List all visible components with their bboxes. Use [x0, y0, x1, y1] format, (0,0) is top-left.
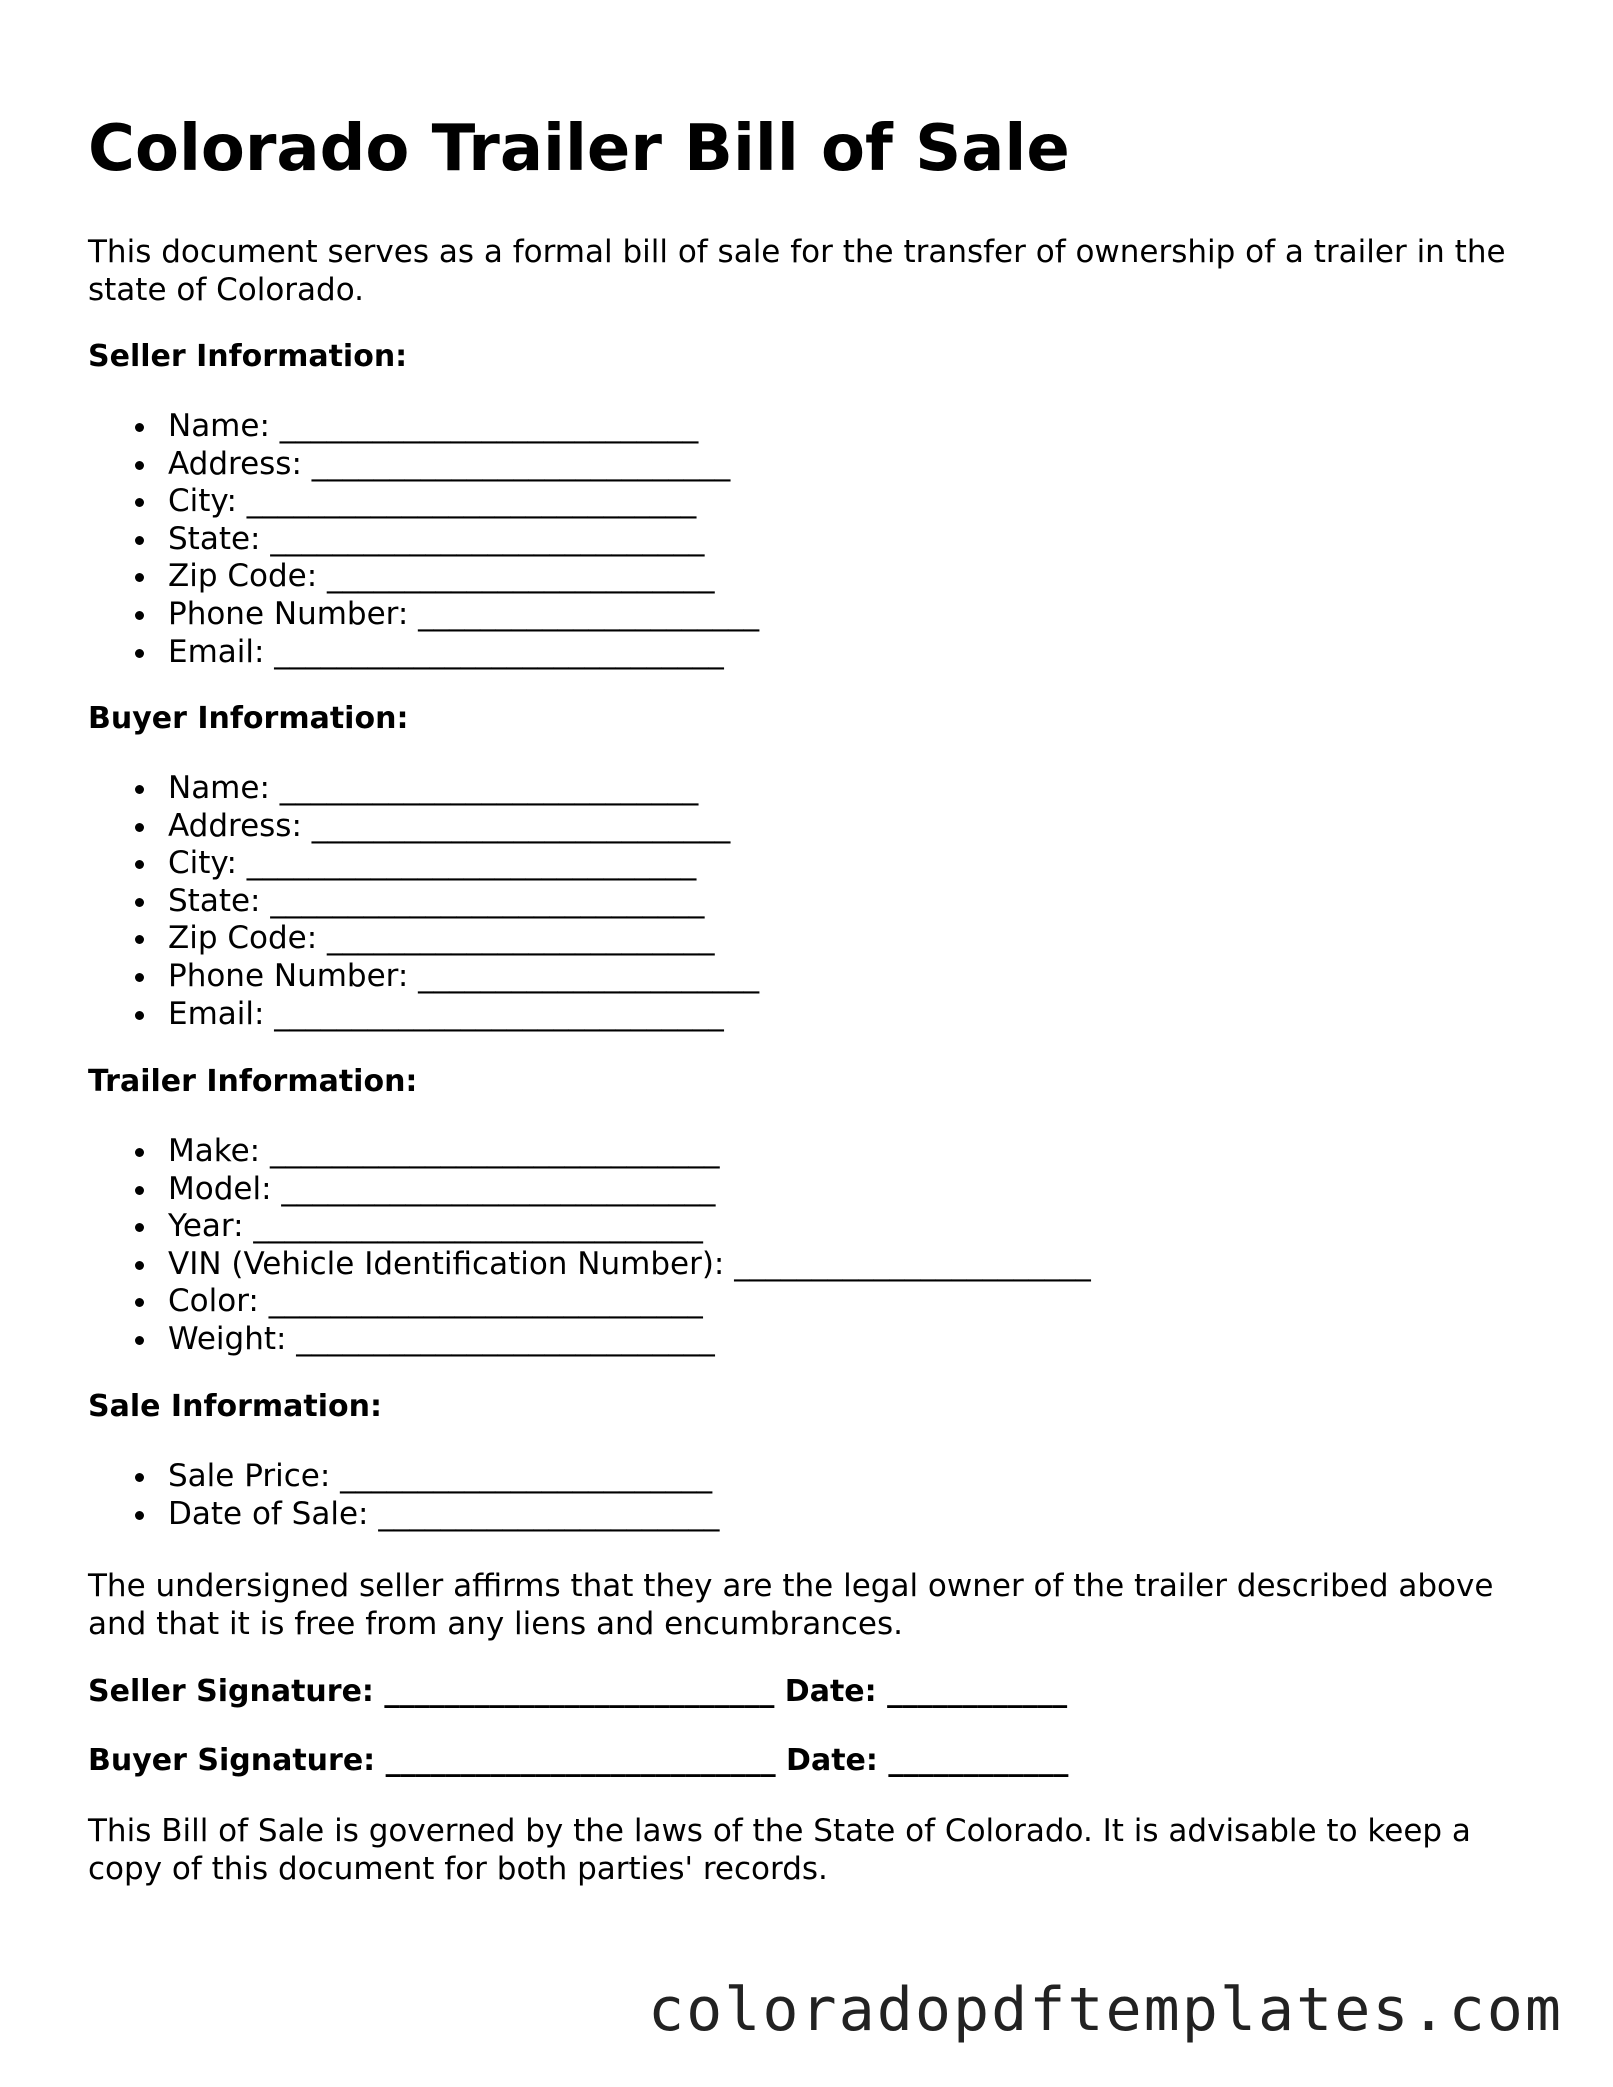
buyer-city-field: City: _____________________________ [88, 845, 759, 883]
buyer-heading: Buyer Information: [88, 701, 409, 736]
seller-email-field: Email: _____________________________ [88, 634, 759, 672]
trailer-fields [88, 1133, 1091, 1359]
trailer-vin-field: VIN (Vehicle Identification Number): _______________________ [88, 1246, 1091, 1284]
trailer-heading: Trailer Information: [88, 1064, 418, 1099]
affirmation-paragraph: The undersigned seller affirms that they are the legal owner of the trailer described above and that it is free from any liens and encumbrances. [88, 1568, 1494, 1642]
seller-phone-field: Phone Number: ______________________ [88, 596, 759, 634]
trailer-year-field: Year: _____________________________ [88, 1208, 1091, 1246]
buyer-email-field: Email: _____________________________ [88, 996, 759, 1034]
buyer-zip-field: Zip Code: _________________________ [88, 920, 759, 958]
closing-paragraph: This Bill of Sale is governed by the laws of the State of Colorado. It is advisable to keep a copy of this document for both parties' records. [88, 1813, 1471, 1887]
seller-name-field: Name: ___________________________ [88, 408, 759, 446]
trailer-make-field: Make: _____________________________ [88, 1133, 1091, 1171]
buyer-state-field: State: ____________________________ [88, 883, 759, 921]
trailer-color-field: Color: ____________________________ [88, 1283, 1091, 1321]
seller-city-field: City: _____________________________ [88, 483, 759, 521]
seller-signature-line: Seller Signature: __________________________ Date: ____________ [88, 1674, 1068, 1709]
seller-address-field: Address: ___________________________ [88, 446, 759, 484]
buyer-name-field: Name: ___________________________ [88, 770, 759, 808]
intro-paragraph: This document serves as a formal bill of sale for the transfer of ownership of a trailer in the state of Colorado. [88, 234, 1506, 308]
sale-fields [88, 1458, 719, 1533]
trailer-weight-field: Weight: ___________________________ [88, 1321, 1091, 1359]
site-watermark: coloradopdftemplates.com [648, 1975, 1563, 2045]
sale-price-field: Sale Price: ________________________ [88, 1458, 719, 1496]
buyer-phone-field: Phone Number: ______________________ [88, 958, 759, 996]
sale-heading: Sale Information: [88, 1389, 382, 1424]
seller-fields [88, 408, 759, 671]
sale-date-field: Date of Sale: ______________________ [88, 1496, 719, 1534]
trailer-model-field: Model: ____________________________ [88, 1171, 1091, 1209]
buyer-fields [88, 770, 759, 1033]
document-title: Colorado Trailer Bill of Sale [88, 112, 1070, 186]
buyer-address-field: Address: ___________________________ [88, 808, 759, 846]
seller-state-field: State: ____________________________ [88, 521, 759, 559]
buyer-signature-line: Buyer Signature: __________________________ Date: ____________ [88, 1743, 1069, 1778]
seller-heading: Seller Information: [88, 339, 408, 374]
seller-zip-field: Zip Code: _________________________ [88, 558, 759, 596]
